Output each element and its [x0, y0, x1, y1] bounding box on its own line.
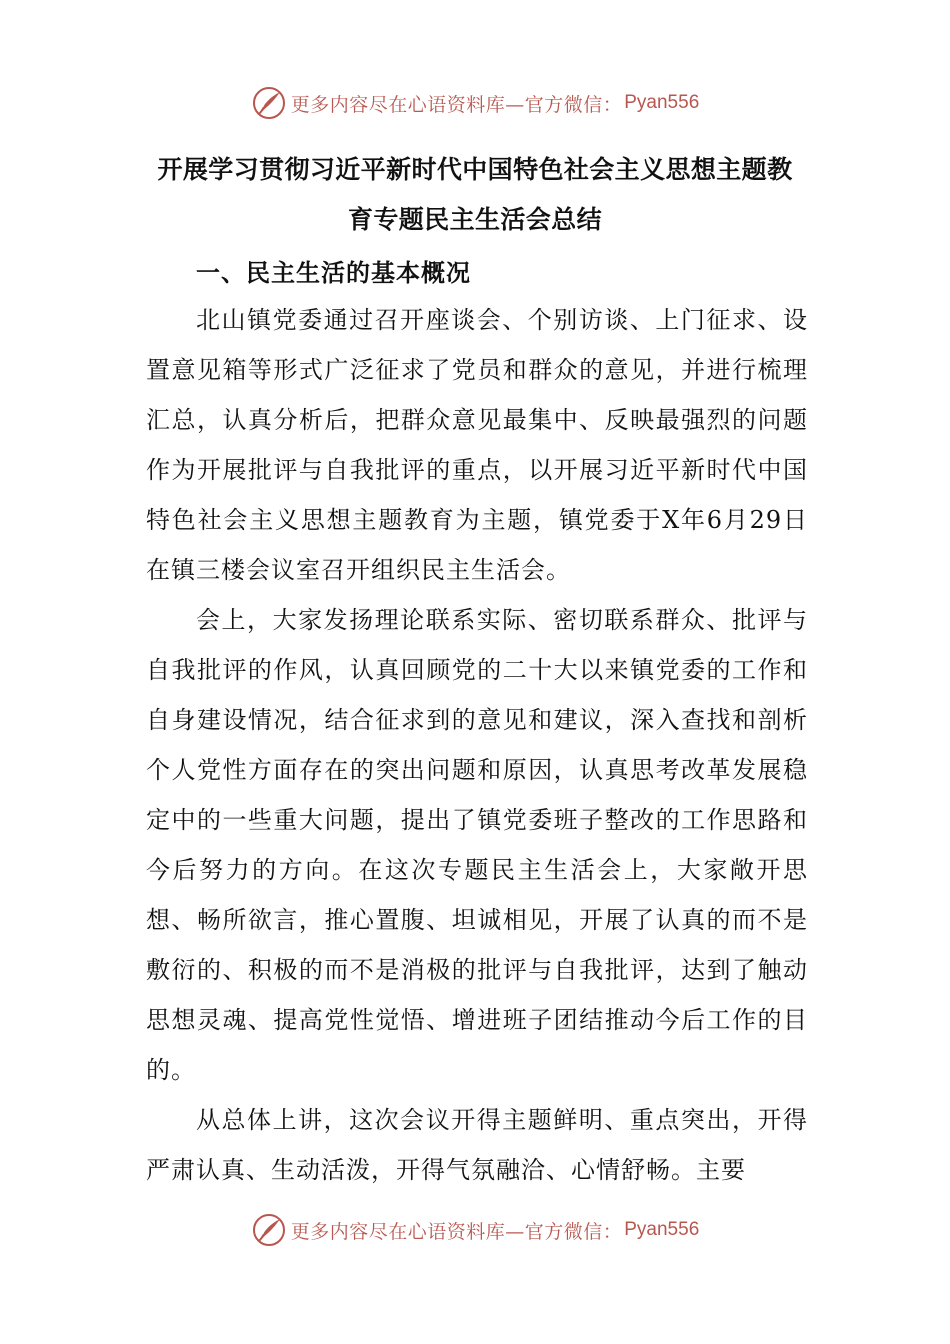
paragraph: 会上，大家发扬理论联系实际、密切联系群众、批评与自我批评的作风，认真回顾党的二十大以来镇党委的工作和自身建设情况，结合征求到的意见和建议，深入查找和剖析个人党性方面存在的突出问题和原因，认真思考改革发展稳定中的一些重大问题，提出了镇党委班子整改的工作思路和今后努力的方向。在这次专题民主生活会上，大家敞开思想、畅所欲言，推心置腹、坦诚相见，开展了认真的而不是敷衍的、积极的而不是消极的批评与自我批评，达到了触动思想灵魂、提高党性觉悟、增进班子团结推动今后工作的目的。: [146, 606, 808, 1084]
document-body: [0, 145, 950, 1184]
watermark-footer: [0, 1210, 950, 1250]
title-line-2: 育专题民主生活会总结: [347, 205, 602, 234]
section-heading: 一、民主生活的基本概况: [196, 259, 471, 287]
quill-logo-icon: [251, 1212, 287, 1248]
paragraph: 从总体上讲，这次会议开得主题鲜明、重点突出，开得严肃认真、生动活泼，开得气氛融洽、心情舒畅。主要: [146, 1106, 808, 1184]
watermark-text: 更多内容尽在心语资料库—官方微信：: [290, 1220, 623, 1243]
paragraph: 北山镇党委通过召开座谈会、个别访谈、上门征求、设置意见箱等形式广泛征求了党员和群众的意见，并进行梳理汇总，认真分析后，把群众意见最集中、反映最强烈的问题作为开展批评与自我批评的重点，以开展习近平新时代中国特色社会主义思想主题教育为主题，镇党委于X年6月29日在镇三楼会议室召开组织民主生活会。: [146, 306, 808, 584]
watermark-wechat-id: Pyan556: [624, 92, 700, 113]
watermark-text: 更多内容尽在心语资料库—官方微信：: [290, 93, 623, 116]
watermark-header: [0, 83, 950, 123]
quill-logo-icon: [251, 85, 287, 121]
title-line-1: 开展学习贯彻习近平新时代中国特色社会主义思想主题教: [157, 155, 793, 184]
watermark-wechat-id: Pyan556: [624, 1219, 700, 1240]
document-title: [0, 145, 950, 245]
